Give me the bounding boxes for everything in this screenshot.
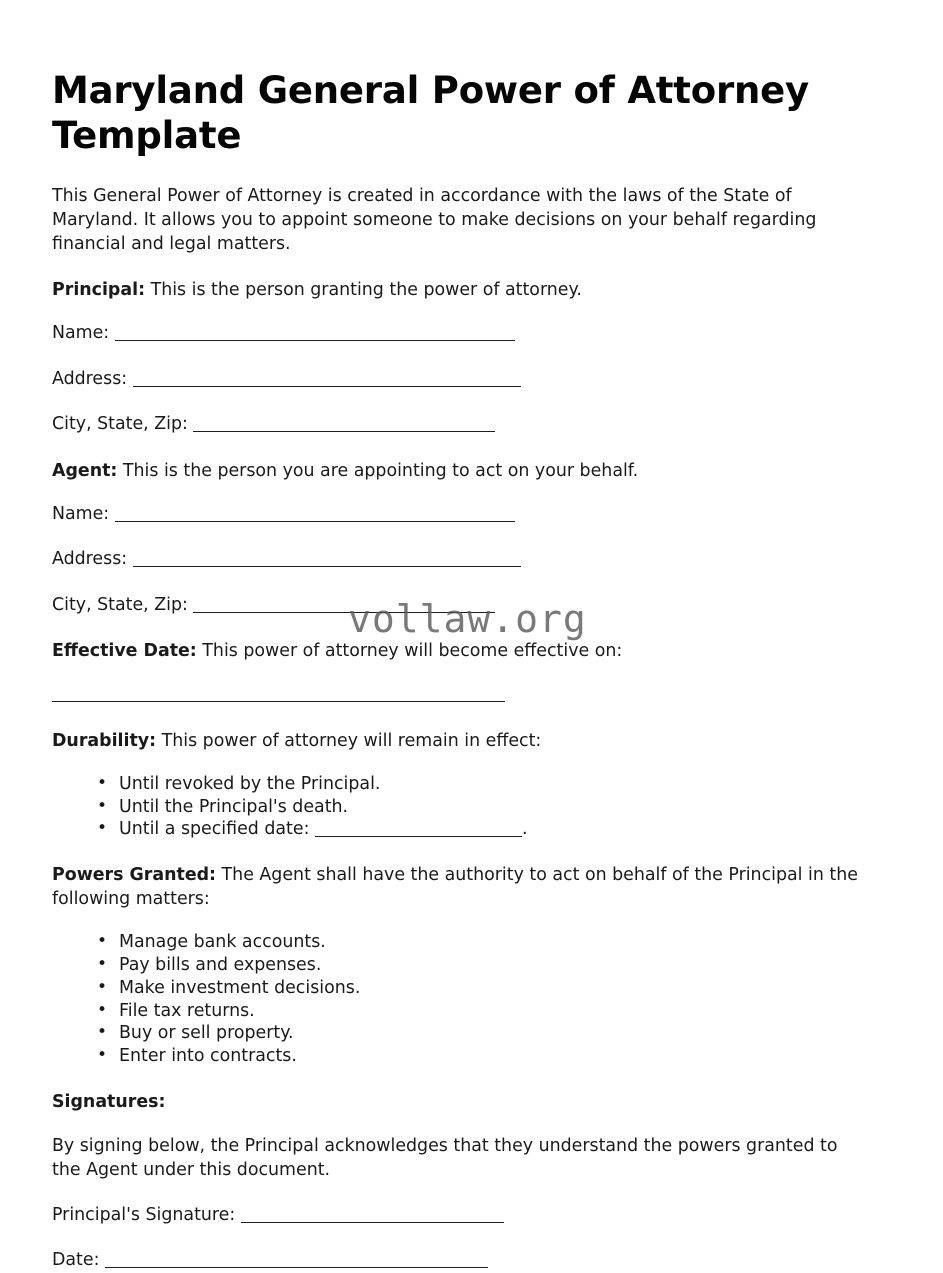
field-rule[interactable] <box>115 521 515 522</box>
effective-date-field[interactable] <box>52 683 870 706</box>
effective-date-description: This power of attorney will become effective on: <box>196 641 623 662</box>
field-rule[interactable] <box>315 836 522 837</box>
list-item <box>97 796 870 819</box>
list-item-text: Until the Principal's death. <box>119 796 349 817</box>
agent-heading <box>52 459 870 483</box>
list-item-text: File tax returns. <box>119 1000 255 1021</box>
effective-date-heading <box>52 639 870 663</box>
field-rule[interactable] <box>133 566 521 567</box>
list-item <box>97 977 870 1000</box>
durability-label: Durability: <box>52 730 157 751</box>
signatures-statement: By signing below, the Principal acknowledges that they understand the powers granted to the Agent under this document. <box>52 1135 838 1180</box>
field-rule[interactable] <box>52 701 505 702</box>
list-item <box>97 931 870 954</box>
page-title: Maryland General Power of Attorney Template <box>52 69 809 158</box>
effective-date-label: Effective Date: <box>52 641 197 662</box>
agent-city-state-zip-field[interactable] <box>52 594 870 617</box>
signatures-heading <box>52 1090 870 1114</box>
list-item <box>97 773 870 796</box>
principal-heading <box>52 278 870 302</box>
field-label: Name: <box>52 323 110 344</box>
field-label: City, State, Zip: <box>52 414 188 435</box>
principal-city-state-zip-field[interactable] <box>52 413 870 436</box>
principal-name-field[interactable] <box>52 322 870 345</box>
field-rule[interactable] <box>133 386 521 387</box>
powers-granted-list <box>52 931 870 1068</box>
field-rule[interactable] <box>115 340 515 341</box>
principal-description: This is the person granting the power of attorney. <box>145 280 582 301</box>
list-item-text: Enter into contracts. <box>119 1046 297 1067</box>
field-rule[interactable] <box>105 1267 488 1268</box>
list-item <box>97 1045 870 1068</box>
powers-granted-label: Powers Granted: <box>52 865 217 886</box>
field-label: Date: <box>52 1250 100 1271</box>
principal-address-field[interactable] <box>52 368 870 391</box>
durability-description: This power of attorney will remain in effect: <box>156 730 542 751</box>
powers-granted-description: The Agent shall have the authority to act on behalf of the Principal in the following matters: <box>52 865 858 910</box>
site-watermark: vollaw.org <box>348 597 587 641</box>
list-item-text: Make investment decisions. <box>119 977 361 998</box>
list-item-text: Until a specified date: <box>119 819 315 840</box>
field-rule[interactable] <box>241 1222 504 1223</box>
durability-heading <box>52 729 870 753</box>
list-item-text: Pay bills and expenses. <box>119 954 322 975</box>
field-label: Address: <box>52 368 128 389</box>
agent-label: Agent: <box>52 460 118 481</box>
durability-list <box>52 773 870 841</box>
list-item <box>97 954 870 977</box>
agent-address-field[interactable] <box>52 548 870 571</box>
agent-description: This is the person you are appointing to act on your behalf. <box>117 460 639 481</box>
list-item <box>97 1022 870 1045</box>
principal-signature-field[interactable] <box>52 1204 870 1227</box>
field-label: Principal's Signature: <box>52 1205 236 1225</box>
field-label: City, State, Zip: <box>52 594 188 615</box>
signature-date-field[interactable] <box>52 1249 870 1272</box>
list-item[interactable] <box>97 818 870 841</box>
principal-label: Principal: <box>52 280 146 301</box>
field-label: Name: <box>52 503 110 524</box>
list-item-text: Until revoked by the Principal. <box>119 773 381 794</box>
field-label: Address: <box>52 549 128 570</box>
list-item <box>97 1000 870 1023</box>
signatures-label: Signatures: <box>52 1091 166 1112</box>
field-rule[interactable] <box>193 431 495 432</box>
agent-name-field[interactable] <box>52 503 870 526</box>
list-item-text: Manage bank accounts. <box>119 932 326 953</box>
powers-granted-heading <box>52 863 870 911</box>
list-item-text: Buy or sell property. <box>119 1023 294 1044</box>
intro-paragraph: This General Power of Attorney is created in accordance with the laws of the State of Maryland. It allows you to appoint someone to make decisions on your behalf regarding financial and legal matters. <box>52 186 817 255</box>
field-rule[interactable] <box>193 612 495 613</box>
list-item-suffix: . <box>521 819 528 840</box>
